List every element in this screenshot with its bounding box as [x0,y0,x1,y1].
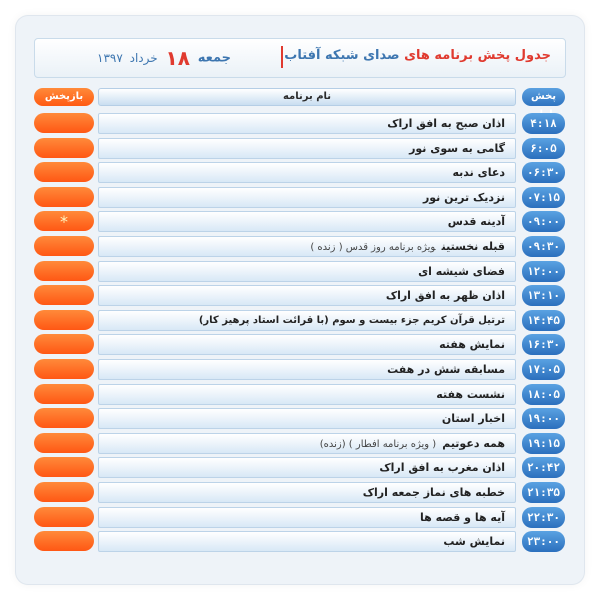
replay-cell [34,310,94,330]
table-row [34,112,565,137]
program-name: نزدیک ترین نور [422,190,505,204]
table-row [34,309,565,334]
air-time-cell: ۱۳:۱۰ [522,285,565,306]
table-row [34,383,565,408]
program-name-cell [98,359,516,380]
schedule-table [34,112,565,555]
program-name-cell [98,507,516,528]
table-row [34,260,565,285]
table-row [34,210,565,235]
program-name: اذان ظهر به افق اراک [385,289,505,303]
program-name-cell [98,138,516,159]
table-row [34,186,565,211]
day-number: ۱۸ [165,46,190,70]
air-time-cell: ۰۷:۱۵ [522,187,565,208]
title-text: جدول پخش برنامه های [404,48,551,63]
program-name-cell [98,211,516,232]
program-note: ویژه برنامه روز قدس ( زنده ) [310,241,436,253]
program-name: آیه ها و قصه ها [420,510,505,524]
year: ۱۳۹۷ [97,51,123,65]
table-row [34,235,565,260]
replay-cell [34,285,94,305]
replay-cell [34,384,94,404]
program-name: اذان صبح به افق اراک [387,117,505,130]
column-header-replay: بازپخش [34,88,94,106]
broadcast-date [97,46,231,70]
schedule-header [34,38,566,78]
program-name-cell [98,457,516,478]
program-name-cell [98,334,516,355]
program-name: خطبه های نماز جمعه اراک [362,485,505,499]
column-header-time: پخش [522,88,565,106]
air-time-cell: ۰۶:۳۰ [522,162,565,183]
column-header-name: نام برنامه [98,88,516,106]
replay-cell [34,531,94,551]
replay-cell [34,187,94,207]
table-header [34,88,565,106]
program-name-cell [98,482,516,503]
air-time-cell: ۲۱:۳۵ [522,482,565,503]
program-name: قبله نخستین [441,239,505,253]
program-name-cell [98,310,516,331]
replay-cell [34,359,94,379]
replay-cell [34,236,94,256]
program-name-cell [98,408,516,429]
air-time-cell: ۲۰:۴۲ [522,457,565,478]
program-name: نشست هفته [436,387,505,401]
program-name-cell [98,162,516,183]
day-name: جمعه [197,50,232,66]
program-name-cell [98,113,516,134]
program-name-cell [98,285,516,306]
replay-cell [34,507,94,527]
replay-cell [34,334,94,354]
air-time-cell: ۱۷:۰۵ [522,359,565,380]
page-title [284,48,551,63]
table-row [34,137,565,162]
replay-cell [34,457,94,477]
table-row [34,407,565,432]
month-name: خرداد [129,51,158,65]
air-time-cell: ۱۶:۳۰ [522,334,565,355]
air-time-cell: ۱۸:۰۵ [522,384,565,405]
program-name: مسابقه شش در هفت [387,362,505,376]
table-row [34,161,565,186]
program-name: نمایش هفته [439,338,505,352]
header-divider [281,46,283,68]
program-name-cell [98,531,516,552]
program-name-cell [98,187,516,208]
program-name: اذان مغرب به افق اراک [379,461,505,475]
program-name: گامی به سوی نور [409,141,505,155]
program-name-cell [98,236,516,257]
air-time-cell: ۱۹:۰۰ [522,408,565,429]
network-name: صدای شبکه آفتاب [284,48,400,63]
replay-cell [34,433,94,453]
air-time-cell: ۶:۰۵ [522,138,565,159]
replay-cell [34,138,94,158]
program-name-cell [98,384,516,405]
replay-cell [34,482,94,502]
air-time-cell: ۰۹:۰۰ [522,211,565,232]
air-time-cell: ۱۲:۰۰ [522,261,565,282]
replay-cell [34,408,94,428]
table-row [34,456,565,481]
program-name-cell [98,433,516,454]
replay-cell [34,261,94,281]
replay-cell [34,113,94,133]
program-name: دعای ندبه [452,166,505,180]
air-time-cell: ۲۳:۰۰ [522,531,565,552]
table-row [34,333,565,358]
program-name-cell [98,261,516,282]
air-time-cell: ۴:۱۸ [522,113,565,134]
table-row [34,530,565,555]
replay-cell [34,162,94,182]
replay-cell: * [34,211,94,231]
table-row [34,284,565,309]
air-time-cell: ۱۹:۱۵ [522,433,565,454]
program-name: آدینه قدس [447,215,505,229]
program-name: ترتیل قرآن کریم جزء بیست و سوم (با قرائت استاد پرهیز کار) [198,314,505,326]
program-note: ( ویژه برنامه افطار ) (زنده) [319,438,437,450]
program-name: نمایش شب [443,535,505,549]
program-name: همه دعوتیم [442,436,505,450]
program-name: اخبار استان [441,412,505,426]
air-time-cell: ۰۹:۳۰ [522,236,565,257]
air-time-cell: ۱۴:۴۵ [522,310,565,331]
table-row [34,358,565,383]
table-row [34,481,565,506]
program-name: فضای شیشه ای [418,264,505,278]
air-time-cell: ۲۲:۳۰ [522,507,565,528]
table-row [34,506,565,531]
table-row [34,432,565,457]
